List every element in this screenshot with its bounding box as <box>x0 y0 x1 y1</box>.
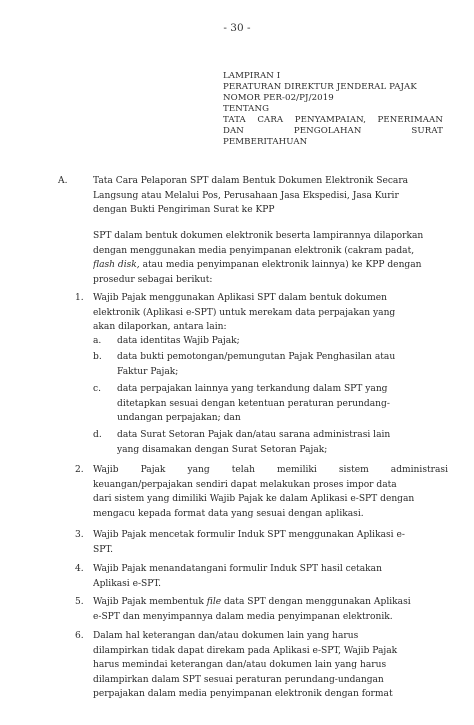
item-line: mengacu kepada format data yang sesuai dengan aplikasi. <box>93 508 364 519</box>
sub-item-line: ditetapkan sesuai dengan ketentuan peraturan perundang- <box>117 398 390 409</box>
intro-paragraph <box>93 229 448 287</box>
item-line: Aplikasi e-SPT. <box>93 578 162 589</box>
paragraph-line: SPT dalam bentuk dokumen elektronik beserta lampirannya dilaporkan <box>93 231 424 241</box>
item-line: dari sistem yang dimiliki Wajib Pajak ke dalam Aplikasi e-SPT dengan <box>93 494 415 505</box>
item-line: dilampirkan dalam SPT sesuai peraturan perundang-undangan <box>93 674 384 685</box>
header-word: PENYAMPAIAN, <box>294 115 367 125</box>
sub-item-line: undangan perpajakan; dan <box>117 413 241 424</box>
item-word: sistem <box>338 465 369 475</box>
header-word: DAN <box>223 126 244 136</box>
item-line: Wajib Pajak mencetak formulir Induk SPT menggunakan Aplikasi e- <box>93 530 405 540</box>
sub-item-line: Faktur Pajak; <box>117 366 179 377</box>
header-word: CARA <box>257 115 284 125</box>
item-number: 1. <box>75 293 84 303</box>
sub-item-line: data perpajakan lainnya yang terkandung dalam SPT yang <box>117 384 388 394</box>
paragraph-line: prosedur sebagai berikut: <box>93 274 213 285</box>
item-line: SPT. <box>93 544 113 555</box>
item-word: memiliki <box>277 465 317 475</box>
attachment-header <box>223 71 443 148</box>
item-line: akan dilaporkan, antara lain: <box>93 322 227 333</box>
item-word: yang <box>187 465 210 475</box>
item-word: administrasi <box>390 465 448 475</box>
item-line: Dalam hal keterangan dan/atau dokumen lain yang harus <box>93 631 359 641</box>
item-line: perpajakan dalam media penyimpanan elektronik dengan format <box>93 689 393 700</box>
italic-term: file <box>206 597 222 607</box>
header-word: PENERIMAAN <box>377 115 443 125</box>
item-number: 2. <box>75 465 84 475</box>
item-word: Pajak <box>140 465 166 475</box>
sub-item-line: data identitas Wajib Pajak; <box>117 336 240 346</box>
paragraph-line: dengan menggunakan media penyimpanan elektronik (cakram padat, <box>93 245 415 256</box>
page-number: - 30 - <box>223 22 251 34</box>
item-number: 4. <box>75 564 84 574</box>
section-title-line: Tata Cara Pelaporan SPT dalam Bentuk Dokumen Elektronik Secara <box>93 176 409 186</box>
item-line: keuangan/perpajakan sendiri dapat melakukan proses impor data <box>93 479 397 490</box>
header-line: LAMPIRAN I <box>223 71 281 81</box>
paragraph-line: flash disk, atau media penyimpanan elektronik lainnya) ke KPP dengan <box>93 260 422 271</box>
item-word: telah <box>231 465 255 475</box>
header-word: TATA <box>223 115 246 125</box>
header-word: PENGOLAHAN <box>293 126 362 136</box>
italic-term: flash disk, <box>93 260 140 271</box>
header-line: TENTANG <box>223 104 270 114</box>
header-line: NOMOR PER-02/PJ/2019 <box>223 93 334 103</box>
item-line: Wajib Pajak menggunakan Aplikasi SPT dalam bentuk dokumen <box>93 293 388 303</box>
section-title-line: dengan Bukti Pengiriman Surat ke KPP <box>93 205 275 216</box>
sub-item-line: yang disamakan dengan Surat Setoran Pajak; <box>117 444 328 455</box>
header-word: SURAT <box>411 126 443 136</box>
sub-item-line: data bukti pemotongan/pemungutan Pajak Penghasilan atau <box>117 352 396 362</box>
sub-item-label: a. <box>93 336 102 346</box>
item-line: Wajib Pajak membentuk file data SPT dengan menggunakan Aplikasi <box>93 597 411 607</box>
item-number: 6. <box>75 631 84 641</box>
sub-item-label: b. <box>93 352 102 362</box>
sub-item-label: d. <box>93 430 102 440</box>
item-line: elektronik (Aplikasi e-SPT) untuk merekam data perpajakan yang <box>93 307 396 318</box>
item-line: e-SPT dan menyimpannya dalam media penyimpanan elektronik. <box>93 611 393 622</box>
section-letter: A. <box>58 176 68 186</box>
header-line-justified <box>223 115 443 126</box>
header-line-justified <box>223 126 443 137</box>
item-line: dilampirkan tidak dapat direkam pada Aplikasi e-SPT, Wajib Pajak <box>93 645 398 656</box>
header-line: PERATURAN DIREKTUR JENDERAL PAJAK <box>223 82 417 92</box>
item-number: 3. <box>75 530 84 540</box>
item-line: Wajib Pajak menandatangani formulir Induk SPT hasil cetakan <box>93 564 382 574</box>
header-line: PEMBERITAHUAN <box>223 137 308 147</box>
sub-item-label: c. <box>93 384 101 394</box>
section-title-line: Langsung atau Melalui Pos, Perusahaan Jasa Ekspedisi, Jasa Kurir <box>93 190 399 201</box>
sub-item-line: data Surat Setoran Pajak dan/atau sarana administrasi lain <box>117 430 391 440</box>
item-line: harus memindai keterangan dan/atau dokumen lain yang harus <box>93 660 387 671</box>
item-line-justified <box>93 463 448 478</box>
item-number: 5. <box>75 597 84 607</box>
item-word: Wajib <box>93 465 119 475</box>
